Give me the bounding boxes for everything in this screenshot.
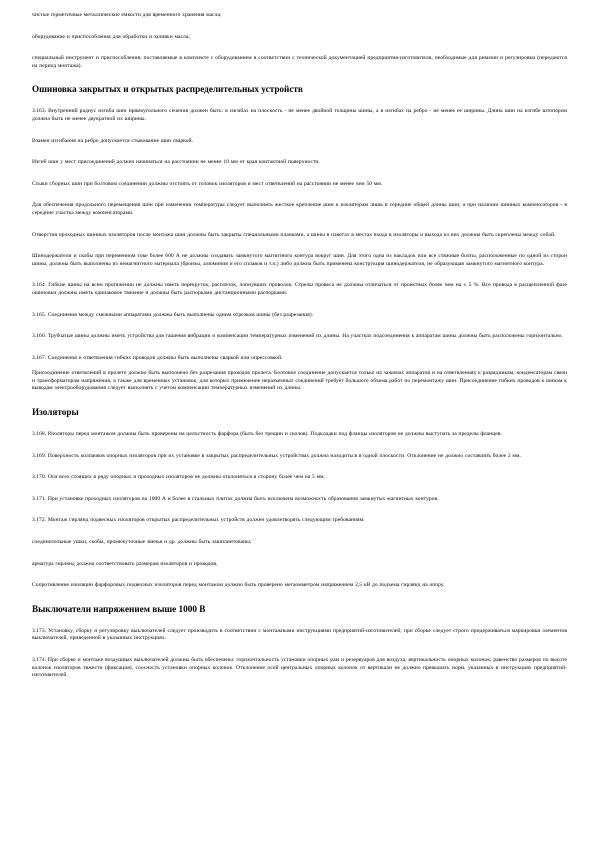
paragraph: 3.172. Монтаж гирлянд подвесных изоляторов открытых распределительных устройств должен удовлетворять следующим требованиям: (32, 517, 365, 524)
paragraph: Для обеспечения продольного перемещения шин при изменении температуры следует выполнять жесткое крепление шин к изоляторам лишь в середине общей длины шин, а при наличии шинных компенсаторов - в середине участка между компенсаторами. (32, 202, 567, 216)
paragraph: 3.174. При сборке и монтаже воздушных выключателей должны быть обеспечены: горизонтальность установки опорных рам и резервуаров для воздуха, вертикальность опорных колонок; равенство размеров по высоте колонок изоляторов тяжести (фиксация), соосность установки опорных колонок. Отклонение осей центральных опорных колонок от вертикали не должно превышать норм, указанных в инструкциях предприятий-изготовителей. (32, 657, 567, 679)
paragraph: 3.170. Оси всех стоящих в ряду опорных и проходных изоляторов не должны отклоняться в сторону более чем на 5 мм. (32, 474, 326, 481)
paragraph: 3.163. Внутренний радиус изгиба шин прямоугольного сечения должен быть: в изгибах на плоскость - не менее двойной толщины шины, а в изгибах на ребро - не менее ее ширины. Длина шин на изгибе штопором должна быть не менее двукратной их ширины. (32, 108, 567, 122)
section-heading: Изоляторы (32, 407, 79, 418)
paragraph: чистые герметичные металлические емкости для временного хранения масла; (32, 12, 222, 18)
paragraph: 3.171. При установке проходных изоляторов на 1000 А и более в стальных плитах должна быть исключена возможность образования замкнутых магнитных контуров. (32, 495, 439, 502)
paragraph: оборудование и приспособления для обработки и заливки масла; (32, 33, 190, 40)
paragraph: Присоединение ответвлений в пролете должно быть выполнено без разрезания проводов пролета. Болтовое соединение допускается только на зажимах аппаратов и на ответвлениях к разрядникам, конденсаторам связи и трансформаторам напряжения, а также для временных установок, для которых применение неразъемных соединений требует большого объема работ по перемонтажу шин. Присоединение гибких проводов к шинам к выводам электрооборудования следует выполнять с учетом компенсации температурных изменений их длины. (32, 370, 567, 392)
paragraph: соединительные ушки, скобы, промежуточные звенья и др. должны быть зашплинтованы; (32, 539, 252, 546)
document-page (32, 12, 567, 694)
paragraph: 3.168. Изоляторы перед монтажом должны быть проверены на целостность фарфора (быть без трещин и сколов). Подкладки под фланцы изоляторов не должны выступать за пределы фланцев. (32, 431, 502, 438)
section-heading: Ошиновка закрытых и открытых распределительных устройств (32, 84, 303, 95)
paragraph: Отверстия проходных шинных изоляторов после монтажа шин должны быть закрыты специальными планками, а шины в пакетах в местах входа в изоляторы и выхода из них должны быть скреплены между собой. (32, 231, 556, 238)
document-body (32, 12, 567, 680)
paragraph: 3.164. Гибкие шины на всем протяжении не должны иметь перекруток, расплеток, лопнувших проволок. Стрелы провеса не должны отличаться от проектных более чем на ± 5 %. Все провода в расщепленной фазе ошиновки должны иметь одинаковое тяжение и должны быть распорками дистанционными распорками. (32, 282, 567, 296)
paragraph: 3.165. Соединения между смежными аппаратами должны быть выполнены одним отрезком шины (без разрезания). (32, 311, 314, 318)
paragraph: арматура гирлянд должна соответствовать размерам изоляторов и проводов. (32, 560, 218, 567)
paragraph: Взамен изгибания на ребро допускается стыкование шин сваркой. (32, 137, 193, 144)
paragraph: 3.169. Поверхность колпачков опорных изоляторов при их установке в закрытых распределительных устройствах должна находиться в одной плоскости. Отклонение не должно составлять более 2 мм. (32, 452, 521, 459)
paragraph: 3.173. Установку, сборку и регулировку выключателей следует производить в соответствии с монтажными инструкциями предприятий-изготовителей; при сборке следует строго придерживаться маркировки элементов выключателей, приведенной в указанных инструкциях. (32, 627, 567, 642)
paragraph: Сопротивление изоляции фарфоровых подвесных изоляторов перед монтажом должно быть проверено мегаомметром напряжением 2,5 кВ до подъема гирлянд на опору. (32, 582, 445, 589)
section-heading: Выключатели напряжением выше 1000 В (32, 603, 206, 614)
paragraph: 3.166. Трубчатые шины должны иметь устройства для гашения вибрации и компенсации температурных изменений их длины. На участках подсоединения к аппаратам шины должны быть расположены горизонтально. (32, 333, 563, 340)
paragraph: Стыки сборных шин при болтовом соединении должны отстоять от головок изоляторов и мест ответвлений на расстоянии не менее чем 50 мм. (32, 180, 383, 187)
paragraph: 3.167. Соединения и ответвления гибких проводов должны быть выполнены сваркой или опрессовкой. (32, 354, 283, 361)
paragraph: Изгиб шин у мест присоединений должен начинаться на расстоянии не менее 10 мм от края контактной поверхности. (32, 159, 320, 166)
paragraph: специальный инструмент и приспособления, поставляемые в комплекте с оборудованием в соответствии с технической документацией предприятия-изготовителя, необходимые для ревизии и регулировки (передаются на период монтажа). (32, 55, 567, 69)
paragraph: Шинодержатели и скобы при переменном токе более 600 А не должны создавать замкнутого магнитного контура вокруг шин. Для этого одна из накладок или все стяжные болты, расположенные по одной из сторон шины, должны быть выполнены из немагнитного материала (бронзы, алюминия и его сплавов и т.п.) либо должна быть применена конструкция шинодержателя, не образующая замкнутого магнитного контура. (32, 253, 567, 267)
